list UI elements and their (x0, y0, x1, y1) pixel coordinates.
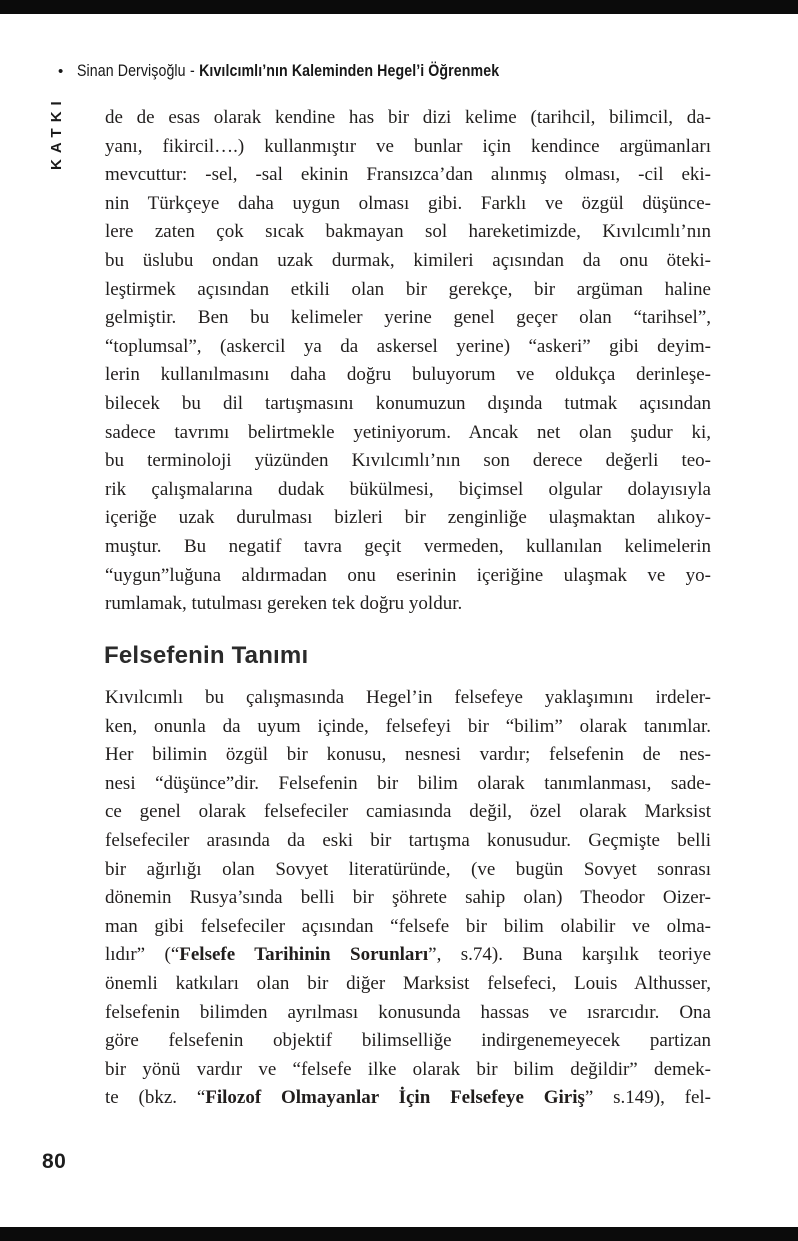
bullet-icon: • (58, 63, 64, 80)
text-line: lere zaten çok sıcak bakmayan sol hareketimizde, Kıvılcımlı’nın (105, 221, 711, 243)
header-separator: - (190, 62, 196, 80)
text-line: te (bkz. “Filozof Olmayanlar İçin Felsefeye Giriş” s.149), fel- (105, 1087, 711, 1109)
text-line: bu terminoloji yüzünden Kıvılcımlı’nın son derece değerli teo- (105, 450, 711, 472)
text-line: lerin kullanılmasını daha doğru buluyorum ve oldukça derinleşe- (105, 364, 711, 386)
text-line: bir yönü vardır ve “felsefe ilke olarak bir bilim değildir” demek- (105, 1058, 711, 1080)
running-header (58, 62, 568, 81)
text-line: “toplumsal”, (askercil ya da askersel yerine) “askeri” gibi deyim- (105, 335, 711, 357)
text-line: mevcuttur: -sel, -sal ekinin Fransızca’dan alınmış olması, -cil eki- (105, 164, 711, 186)
text-line: önemli katkıları olan bir diğer Marksist felsefeci, Louis Althusser, (105, 972, 711, 994)
text-line: bilecek bu dil tartışmasını konumuzun dışında tutmak açısından (105, 392, 711, 414)
page-bottom-edge (0, 1227, 798, 1241)
text-line: leştirmek açısından etkili olan bir gerekçe, bir argüman haline (105, 278, 711, 300)
book-title: Kıvılcımlı’nın Kaleminden Hegel’i Öğrenmek (199, 62, 500, 80)
text-line: gelmiştir. Ben bu kelimeler yerine genel geçer olan “tarihsel”, (105, 307, 711, 329)
text-line: rik çalışmalarına dudak bükülmesi, biçimsel olgular dolayısıyla (105, 478, 711, 500)
text-line: de de esas olarak kendine has bir dizi kelime (tarihcil, bilimcil, da- (105, 107, 711, 128)
text-line: nin Türkçeye daha uygun olması gibi. Farklı ve özgül düşünce- (105, 192, 711, 214)
text-line: Kıvılcımlı bu çalışmasında Hegel’in felsefeye yaklaşımını irdeler- (105, 687, 711, 708)
text-line: göre felsefenin objektif bilimselliğe indirgenemeyecek partizan (105, 1030, 711, 1052)
header-text (77, 62, 499, 81)
text-line: dönemin Rusya’sında belli bir şöhrete sahip olan) Theodor Oizer- (105, 887, 711, 909)
text-line: bu üslubu ondan uzak durmak, kimileri açısından da onu öteki- (105, 249, 711, 271)
page-top-edge (0, 0, 798, 14)
author-name: Sinan Dervişoğlu (77, 62, 186, 80)
text-line: muştur. Bu negatif tavra geçit vermeden, kullanılan kelimelerin (105, 535, 711, 557)
text-line: ken, onunla da uyum içinde, felsefeyi bir “bilim” olarak tanımlar. (105, 715, 711, 737)
text-line: nesi “düşünce”dir. Felsefenin bir bilim olarak tanımlanması, sade- (105, 772, 711, 794)
paragraph-2 (105, 684, 711, 1113)
text-line: rumlamak, tutulması gereken tek doğru yoldur. (105, 593, 463, 615)
text-line: “uygun”luğuna aldırmadan onu eserinin içeriğine ulaşmak ve yo- (105, 564, 711, 586)
text-line: lıdır” (“Felsefe Tarihinin Sorunları”, s.74). Buna karşılık teoriye (105, 944, 711, 966)
text-line: man gibi felsefeciler açısından “felsefe bir bilim olabilir ve olma- (105, 915, 711, 937)
text-line: bir ağırlığı olan Sovyet literatüründe, (ve bugün Sovyet sonrası (105, 858, 711, 880)
text-line: ce genel olarak felsefeciler camiasında değil, özel olarak Marksist (105, 801, 711, 823)
paragraph-1 (105, 104, 711, 619)
text-line: felsefenin bilimden ayrılması konusunda hassas ve ısrarcıdır. Ona (105, 1001, 711, 1023)
side-label-katki: KATKI (48, 95, 65, 170)
text-line: sadece tavrımı belirtmekle yetiniyorum. Ancak net olan şudur ki, (105, 421, 711, 443)
page-number: 80 (42, 1150, 67, 1173)
section-heading: Felsefenin Tanımı (104, 642, 309, 669)
text-line: içeriğe uzak durulması bizleri bir zenginliğe ulaşmaktan alıkoy- (105, 507, 711, 529)
text-line: felsefeciler arasında da eski bir tartışma konusudur. Geçmişte belli (105, 829, 711, 851)
text-line: yanı, fikircil….) kullanmıştır ve bunlar için kendince argümanları (105, 135, 711, 157)
text-line: Her bilimin özgül bir konusu, nesnesi vardır; felsefenin de nes- (105, 744, 711, 766)
